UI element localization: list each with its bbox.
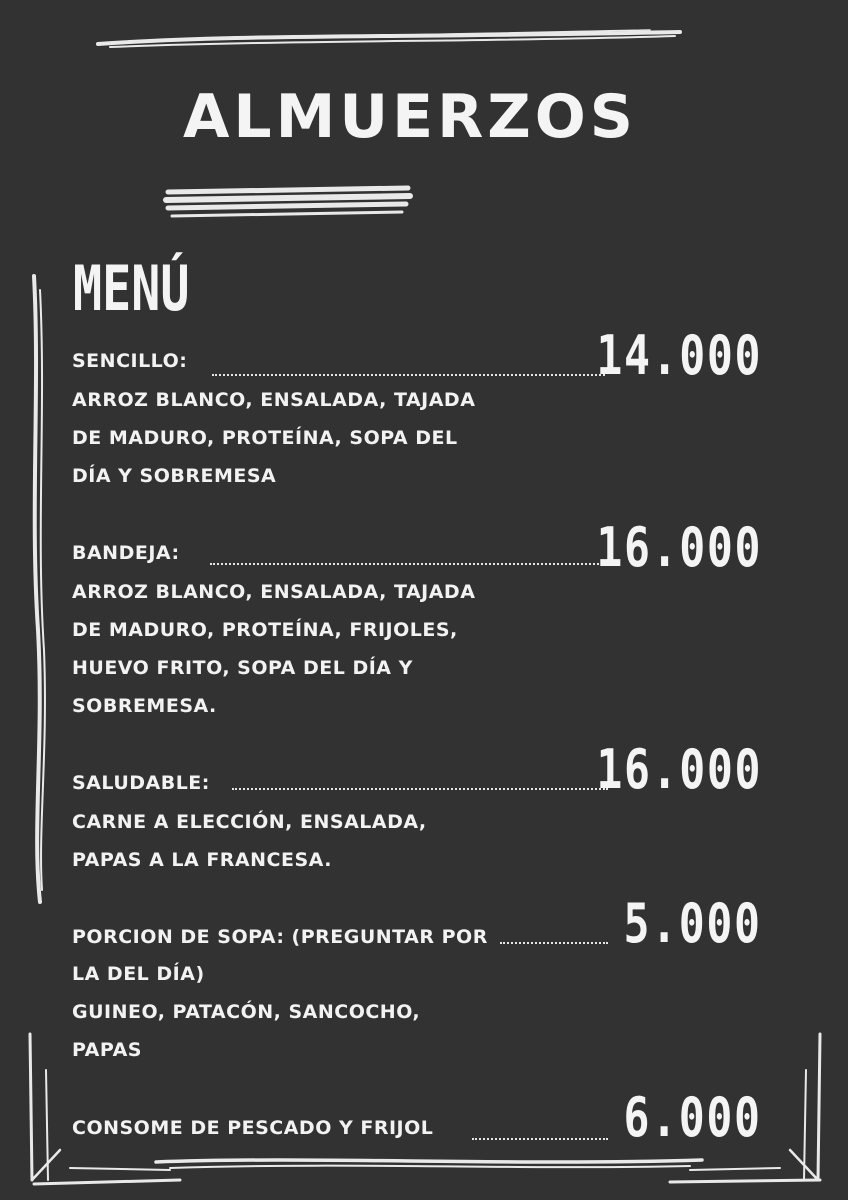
title-underline-chalk — [162, 180, 414, 226]
menu-item-description-saludable: CARNE A ELECCIÓN, ENSALADA, PAPAS A LA FRANCESA. — [72, 811, 427, 871]
menu-item-description-sencillo: ARROZ BLANCO, ENSALADA, TAJADA DE MADURO, PROTEÍNA, SOPA DEL DÍA Y SOBREMESA — [72, 389, 476, 487]
menu-item-name-sencillo: SENCILLO: — [72, 350, 188, 372]
menu-item-name-saludable: SALUDABLE: — [72, 772, 210, 794]
dotted-leader — [210, 563, 606, 565]
bottom-chalk-stroke — [150, 1148, 710, 1178]
dotted-leader — [472, 1138, 608, 1140]
top-chalk-stroke — [90, 24, 690, 54]
menu-item-name-consome: CONSOME DE PESCADO Y FRIJOL — [72, 1117, 434, 1139]
dotted-leader — [212, 374, 605, 376]
menu-item-price-consome: 6.000 — [623, 1086, 762, 1149]
menu-item-price-sencillo: 14.000 — [596, 324, 762, 387]
page-title: ALMUERZOS — [182, 82, 637, 152]
menu-item-description-bandeja: ARROZ BLANCO, ENSALADA, TAJADA DE MADURO, PROTEÍNA, FRIJOLES, HUEVO FRITO, SOPA DEL DÍA Y SOBREMESA. — [72, 581, 476, 717]
menu-heading: MENÚ — [73, 252, 190, 325]
menu-item-name-porcion-de-sopa: PORCION DE SOPA: (PREGUNTAR POR — [72, 926, 488, 948]
menu-item-name-bandeja: BANDEJA: — [72, 542, 180, 564]
left-chalk-border — [22, 270, 58, 910]
menu-item-price-saludable: 16.000 — [596, 738, 762, 801]
menu-item-description-porcion-de-sopa: LA DEL DÍA) GUINEO, PATACÓN, SANCOCHO, PAPAS — [72, 963, 421, 1061]
menu-item-price-porcion-de-sopa: 5.000 — [623, 892, 762, 955]
menu-item-price-bandeja: 16.000 — [596, 516, 762, 579]
dotted-leader — [232, 788, 608, 790]
dotted-leader — [500, 942, 608, 944]
